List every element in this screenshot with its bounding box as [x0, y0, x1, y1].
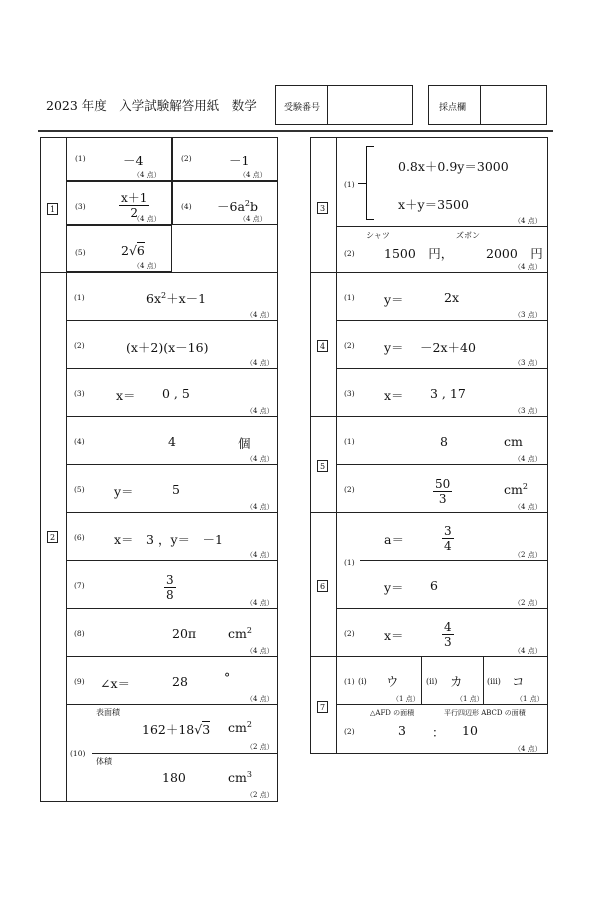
q1-1-answer: －4 [123, 153, 144, 168]
exam-number-label: 受験番号 [284, 103, 321, 113]
system-brace [366, 146, 374, 220]
q1-2-cell: (2) －1 （4 点） [172, 137, 278, 181]
header-rule [38, 130, 553, 132]
question-4-label: 4 [317, 340, 328, 352]
q2-7-answer: $\frac{3}{8}$ [166, 573, 174, 602]
question-6-label: 6 [317, 580, 328, 592]
q3-2-pants-answer: 2000 円 [486, 246, 543, 261]
question-5-label: 5 [317, 460, 328, 472]
question-2-label: 2 [47, 531, 58, 543]
q2-3-answer: 0 , 5 [162, 386, 190, 401]
q2-1-answer: $6x^2+x-1$ [146, 290, 207, 306]
q7-1-ii-answer: カ [450, 674, 463, 689]
q4-3-answer: 3 , 17 [430, 386, 466, 401]
q1-5-cell: (5) 2√6 （4 点） [66, 225, 172, 272]
q5-1-answer: 8 [440, 434, 448, 449]
q1-3-answer: $\frac{x+1}{2}$ [121, 191, 148, 220]
question-1-label: 1 [47, 203, 58, 215]
question-7-label: 7 [317, 701, 328, 713]
score-label: 採点欄 [439, 103, 467, 113]
q2-8-answer: 20π [172, 626, 197, 641]
surface-area-answer: 162＋18√3 [142, 722, 211, 737]
q6-1-y-answer: 6 [430, 578, 438, 593]
q2-9-answer: 28 [172, 674, 188, 689]
q3-1-equation-1: 0.8x＋0.9y＝3000 [398, 159, 509, 174]
q7-2-right-answer: 10 [462, 723, 478, 738]
q1-5-answer: 2√6 [121, 243, 145, 258]
q1-1-cell: (1) －4 （4 点） [66, 137, 172, 181]
volume-label: 体積 [96, 757, 112, 766]
volume-answer: 180 [162, 770, 186, 785]
q1-4-answer: $-6a^2b$ [217, 198, 259, 214]
q7-1-i-answer: ウ [386, 674, 399, 689]
q2-2-answer: (x＋2)(x－16) [126, 340, 209, 355]
q4-2-answer: －2x＋40 [420, 340, 476, 355]
q3-2-shirt-answer: 1500 円， [384, 246, 454, 261]
q1-2-answer: －1 [229, 153, 250, 168]
page-title: 2023 年度 入学試験解答用紙 数学 [46, 98, 257, 113]
q7-1-iii-answer: コ [512, 674, 525, 689]
question-3-label: 3 [317, 202, 328, 214]
q6-1-a-answer: $\frac{3}{4}$ [444, 524, 452, 553]
surface-area-label: 表面積 [96, 708, 120, 717]
q2-4-answer: 4 [168, 434, 176, 449]
q2-6-answer: x＝ 3 ，y＝ －1 [114, 532, 223, 547]
q3-1-equation-2: x＋y＝3500 [398, 197, 469, 212]
q2-5-answer: 5 [172, 482, 180, 497]
q1-4-cell: (4) $-6a^2b$ （4 点） [172, 181, 278, 225]
q6-2-answer: $\frac{4}{3}$ [444, 620, 452, 649]
q7-2-left-answer: 3 [398, 723, 406, 738]
q1-3-cell: (3) $\frac{x+1}{2}$ （4 点） [66, 181, 172, 225]
score-box [428, 85, 547, 125]
q4-1-answer: 2x [444, 290, 460, 305]
q5-2-answer: $\frac{50}{3}$ [435, 477, 451, 506]
exam-number-box [275, 85, 413, 125]
